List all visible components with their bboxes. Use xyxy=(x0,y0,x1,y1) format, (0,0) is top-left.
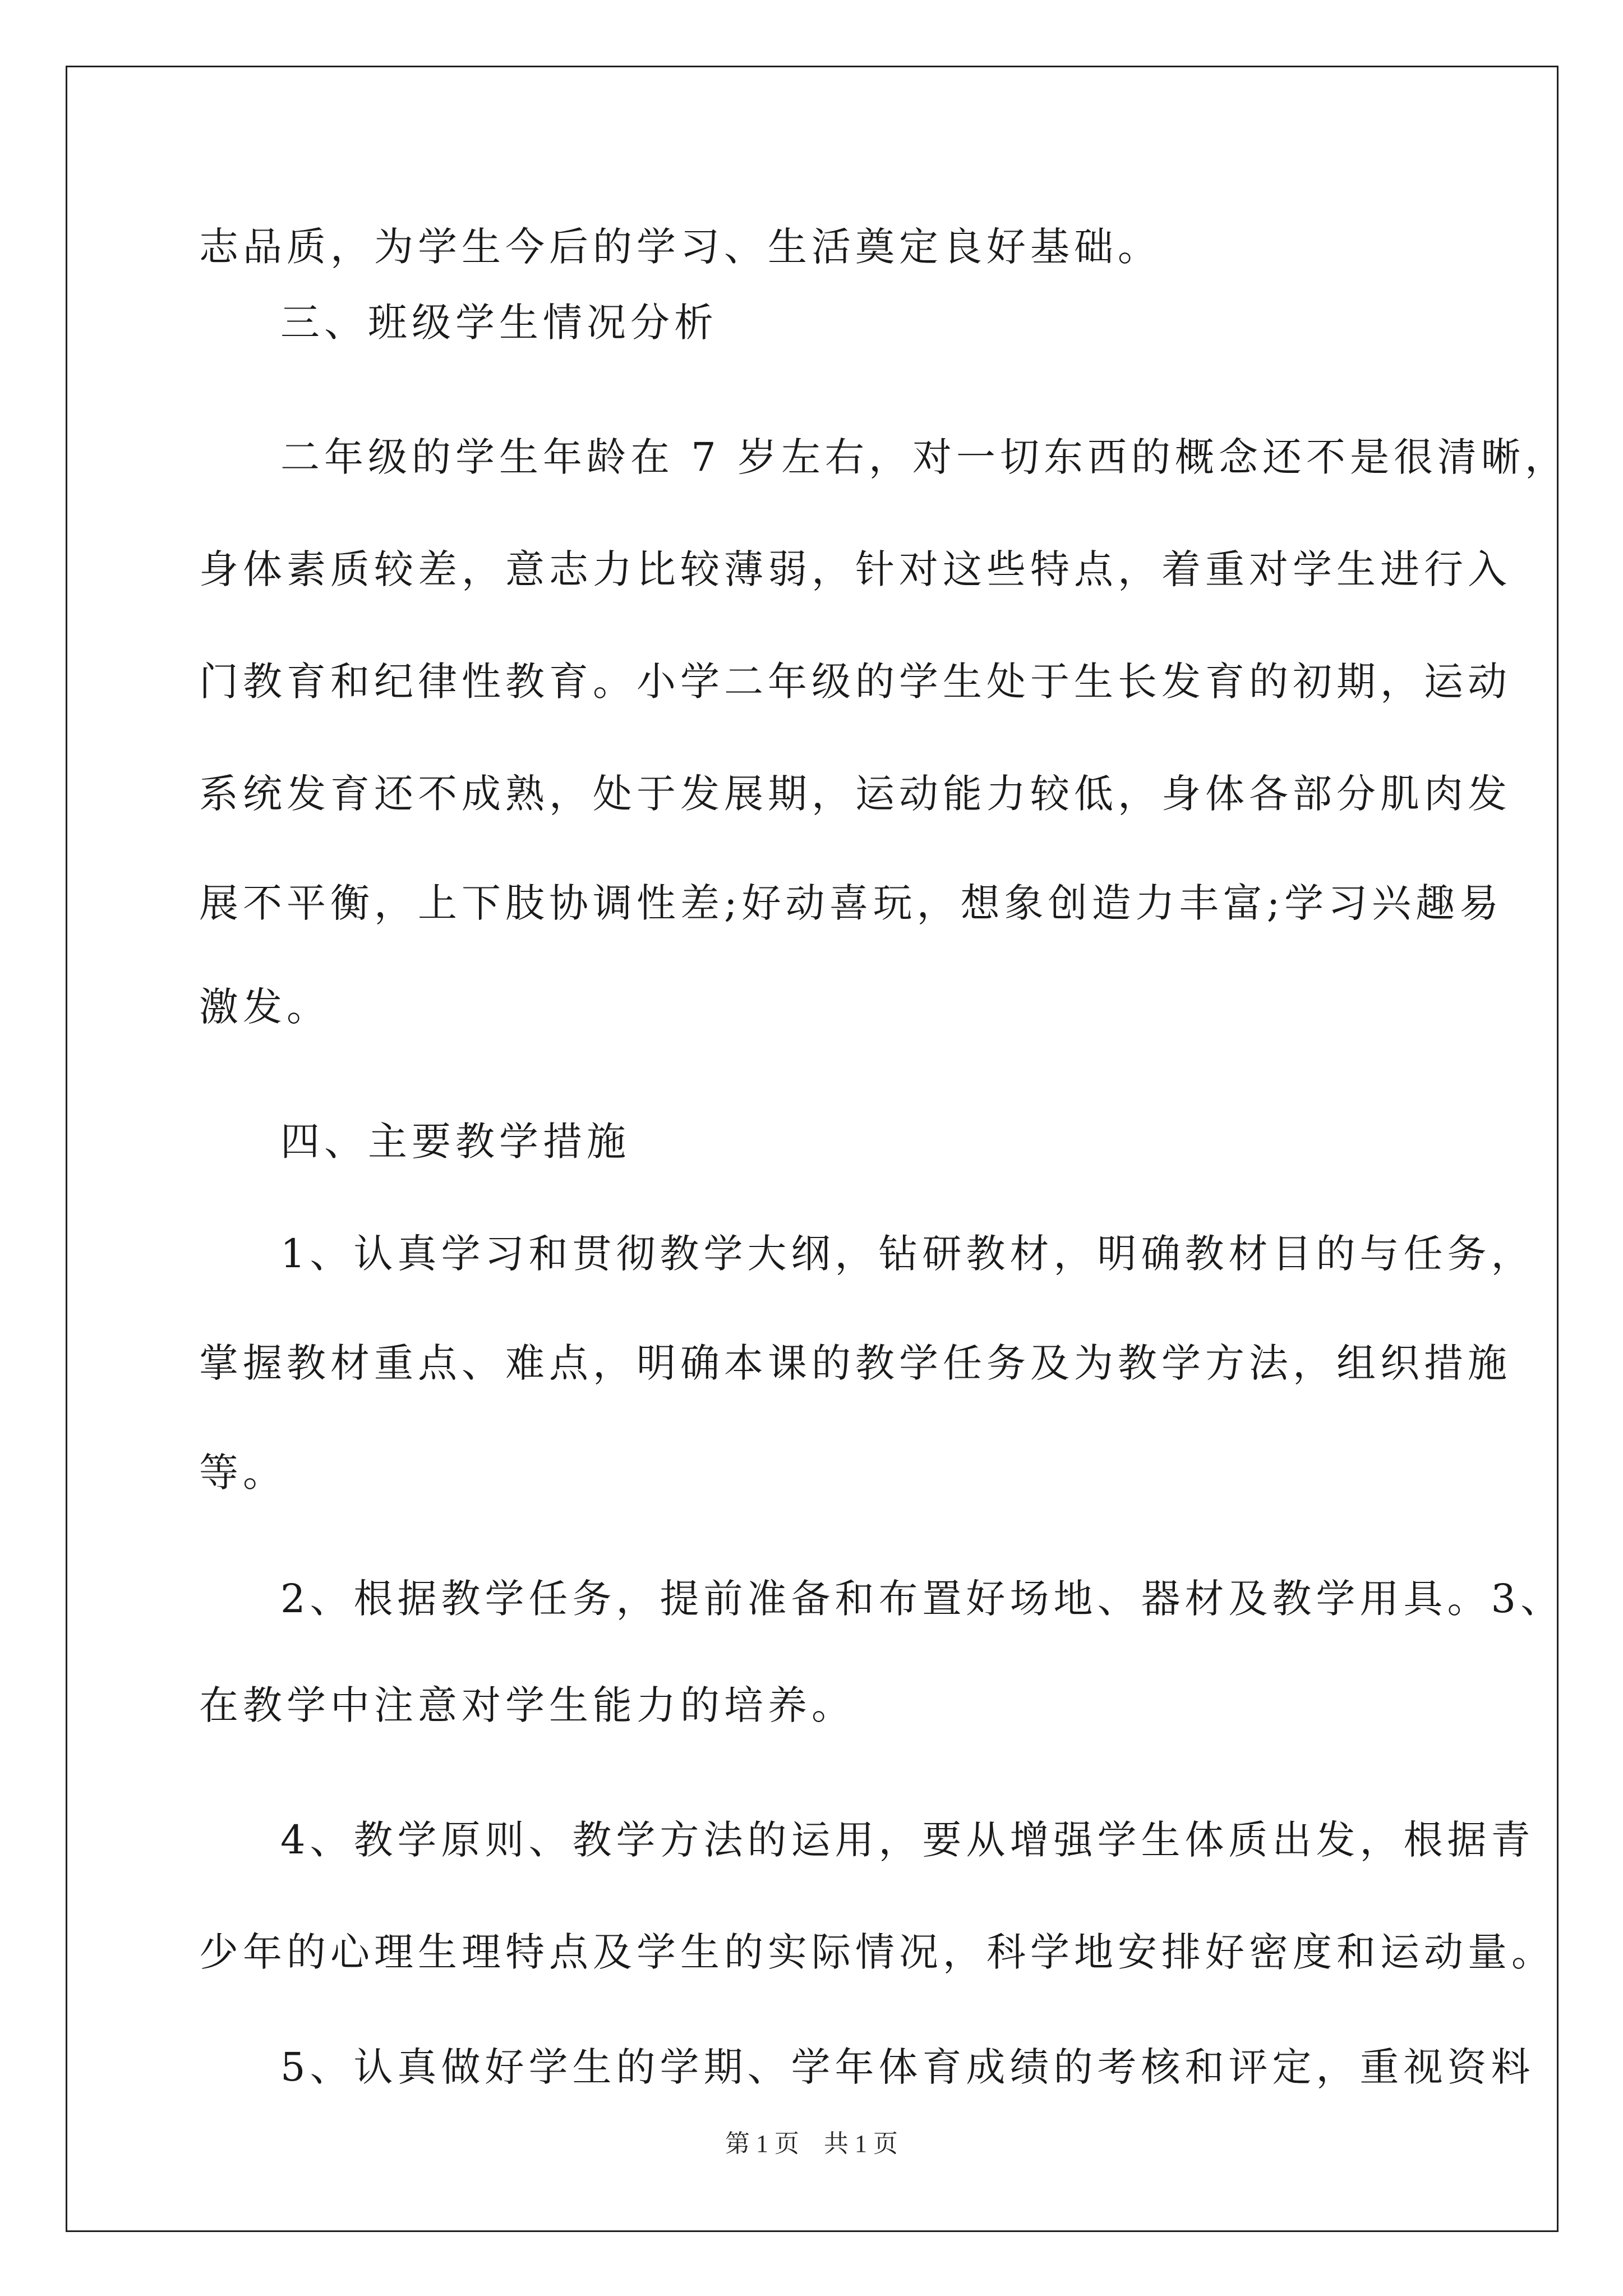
paragraph-line: 5、认真做好学生的学期、学年体育成绩的考核和评定，重视资料 xyxy=(280,2044,1535,2090)
section-heading: 四、主要教学措施 xyxy=(280,1119,630,1165)
section-heading: 三、班级学生情况分析 xyxy=(280,300,718,346)
paragraph-line: 在教学中注意对学生能力的培养。 xyxy=(199,1682,855,1728)
paragraph-line: 志品质，为学生今后的学习、生活奠定良好基础。 xyxy=(199,224,1161,270)
paragraph-line: 少年的心理生理特点及学生的实际情况，科学地安排好密度和运动量。 xyxy=(199,1929,1555,1975)
paragraph-line: 激发。 xyxy=(199,984,330,1030)
paragraph-line: 掌握教材重点、难点，明确本课的教学任务及为教学方法，组织措施 xyxy=(199,1340,1511,1386)
paragraph-line: 等。 xyxy=(199,1450,287,1496)
paragraph-line: 2、根据教学任务，提前准备和布置好场地、器材及教学用具。3、 xyxy=(280,1576,1565,1622)
page-number: 第 1 页 共 1 页 xyxy=(725,2130,898,2157)
paragraph-line: 系统发育还不成熟，处于发展期，运动能力较低，身体各部分肌肉发 xyxy=(199,771,1511,817)
paragraph-line: 身体素质较差，意志力比较薄弱，针对这些特点，着重对学生进行入 xyxy=(199,546,1511,592)
paragraph-line: 门教育和纪律性教育。小学二年级的学生处于生长发育的初期，运动 xyxy=(199,659,1511,705)
paragraph-line: 1、认真学习和贯彻教学大纲，钻研教材，明确教材目的与任务， xyxy=(280,1231,1535,1277)
paragraph-line: 4、教学原则、教学方法的运用，要从增强学生体质出发，根据青 xyxy=(280,1817,1535,1863)
paragraph-line: 二年级的学生年龄在 7 岁左右，对一切东西的概念还不是很清晰， xyxy=(280,434,1569,480)
paragraph-line: 展不平衡，上下肢协调性差;好动喜玩，想象创造力丰富;学习兴趣易 xyxy=(199,880,1504,926)
